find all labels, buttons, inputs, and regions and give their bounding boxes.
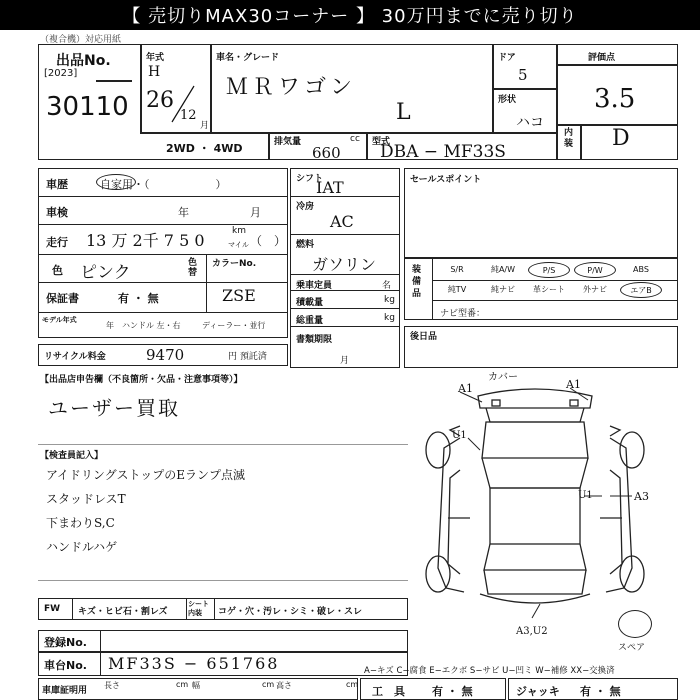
garage-cm-2: cm [346, 680, 359, 689]
drive-options: 2WD ・ 4WD [166, 142, 243, 155]
diagram-mark-0: A1 [458, 382, 473, 395]
car-name: ＭＲワゴン [226, 75, 357, 100]
ac-label: 冷房 [296, 202, 315, 212]
interior-value: D [612, 126, 630, 151]
displacement-unit: cc [350, 134, 360, 144]
garage-height: 高さ [276, 681, 292, 690]
model-year-handle: ハンドル 左・右 [122, 321, 181, 330]
mileage-unit-mile: マイル [228, 241, 249, 249]
tools-label: 工 具 [372, 685, 405, 698]
car-diagram [420, 378, 650, 638]
year-value: 26 [146, 88, 174, 113]
diagram-top-mark: カバー [488, 372, 518, 383]
capacity-label-1: 積載量 [296, 298, 324, 308]
spare-label: スペア [618, 643, 646, 653]
garage-len: 長さ [104, 681, 120, 690]
diagram-mark-2: U1 [452, 430, 467, 441]
jack-label: ジャッキ [516, 685, 560, 698]
color-change-label: 色替 [188, 258, 198, 278]
year-month-label: 月 [200, 121, 210, 131]
warranty-label: 保証書 [46, 292, 79, 305]
shape-value: ハコ [516, 115, 544, 131]
legend-label: FW [44, 604, 61, 614]
mileage-unit-km: km [232, 226, 246, 236]
year-era: H [148, 64, 161, 80]
diagram-mark-5: A3,U2 [516, 626, 548, 637]
history-label: 車歴 [46, 178, 68, 191]
garage-cm-1: cm [262, 680, 275, 689]
model-label: 型式 [372, 137, 391, 147]
declaration-value: ユーザー買取 [48, 396, 180, 420]
color-code: ZSE [222, 286, 256, 305]
shift-value: IAT [316, 178, 344, 197]
capacity-unit-1: kg [384, 295, 395, 305]
history-options: 自家用・（ ） [100, 178, 227, 191]
legend-seat-items: コゲ・穴・汚レ・シミ・破レ・スレ [218, 607, 363, 617]
inspector-label: 【検査員記入】 [40, 451, 104, 461]
later-date-label: 後日品 [410, 332, 438, 342]
color-value: ピンク [80, 263, 131, 283]
spare-tire-icon [618, 610, 652, 638]
equipment-item: 純TV [447, 285, 467, 294]
equipment-item: 革シート [533, 285, 565, 294]
mileage-value: 13 万 2千 7 5 0 [86, 231, 205, 250]
recycle-value: 9470 [146, 346, 185, 364]
ac-value: AC [330, 212, 354, 231]
reg-no-label: 登録No. [44, 636, 87, 649]
inspection-month: 月 [250, 206, 261, 219]
score-value: 3.5 [594, 84, 636, 114]
model-year-label: モデル年式 [42, 316, 77, 324]
sales-point-label: セールスポイント [410, 175, 482, 185]
displacement-label: 排気量 [274, 137, 302, 147]
diagram-mark-1: A1 [566, 378, 581, 391]
diagram-mark-3: U1 [578, 490, 593, 501]
legend-items: キズ・ヒビ石・割レズ [78, 607, 168, 617]
car-grade: L [396, 100, 411, 125]
model-value: DBA − MF33S [380, 142, 506, 162]
later-date-box [404, 326, 678, 368]
registration-month: 月 [340, 356, 350, 366]
capacity-label-2: 総重量 [296, 316, 324, 326]
door-value: 5 [518, 66, 528, 84]
diagram-mark-4: A3 [634, 490, 649, 503]
color-label: 色 [52, 264, 63, 277]
slash-mark [168, 84, 198, 124]
equipment-navi: ナビ型番： [440, 309, 486, 319]
door-label: ドア [498, 53, 516, 63]
banner: 【 売切りMAX30コーナー 】 30万円までに売り切り [0, 0, 700, 30]
capacity-label-0: 乗車定員 [296, 281, 333, 291]
tools-options: 有 ・ 無 [432, 685, 473, 698]
car-label: 車名・グレード [216, 53, 280, 63]
equipment-item: ABS [633, 265, 649, 274]
jack-options: 有 ・ 無 [580, 685, 621, 698]
garage-width: 幅 [192, 681, 200, 690]
capacity-unit-0: 名 [382, 281, 392, 291]
equipment-item: P/W [574, 262, 616, 278]
equipment-item: P/S [528, 262, 570, 278]
chassis-value: MF33S − 651768 [108, 654, 280, 673]
inspector-note-3: ハンドルハゲ [46, 540, 118, 554]
year-month: 12 [180, 108, 197, 123]
displacement-value: 660 [312, 144, 341, 162]
warranty-options: 有 ・ 無 [118, 292, 159, 305]
lot-label: 出品No. [56, 53, 111, 69]
color-code-label: カラーNo. [212, 259, 257, 269]
recycle-label: リサイクル料金 [44, 352, 106, 362]
recycle-unit: 円 預託済 [228, 352, 267, 362]
score-label: 評価点 [588, 53, 616, 63]
fuel-label: 燃料 [296, 240, 315, 250]
inspection-year: 年 [178, 206, 189, 219]
capacity-unit-2: kg [384, 313, 395, 323]
inspector-note-0: アイドリングストップのEランプ点滅 [46, 468, 245, 482]
lot-number: 30110 [46, 92, 129, 122]
mileage-label: 走行 [46, 236, 68, 249]
equipment-item: 純A/W [490, 265, 516, 274]
inspector-note-2: 下まわりS,C [46, 516, 115, 530]
interior-label: 内装 [564, 128, 574, 149]
mileage-bracket: （ ） [250, 234, 287, 248]
year-label: 年式 [146, 53, 165, 63]
model-year-dealer: ディーラー・並行 [202, 321, 266, 330]
chassis-label: 車台No. [44, 659, 87, 672]
equipment-label: 装備品 [412, 265, 422, 299]
legend-codes: A−キズ C−腐食 E−エクボ S−サビ U−凹ミ W−補修 XX−交換済 [364, 666, 615, 676]
garage-cm-0: cm [176, 680, 189, 689]
lot-stamp: [2023] [44, 68, 78, 79]
registration-label: 書類期限 [296, 335, 333, 345]
shift-label: シフト [296, 174, 324, 184]
equipment-item: S/R [450, 265, 464, 274]
garage-label: 車庫証明用 [42, 686, 88, 696]
equipment-item: エアB [620, 282, 662, 298]
reg-no-row [38, 630, 408, 652]
inspector-note-1: スタッドレスT [46, 492, 126, 506]
history-selected-circle [96, 174, 136, 190]
declaration-label: 【出品店申告欄（不良箇所・欠品・注意事項等）】 [40, 375, 243, 385]
equipment-item: 純ナビ [491, 285, 515, 294]
shape-label: 形状 [498, 95, 517, 105]
top-note: （複合機）対応用紙 [40, 35, 122, 45]
legend-seat: シート内装 [188, 600, 209, 617]
fuel-value: ガソリン [312, 255, 377, 274]
model-year-year: 年 [106, 321, 114, 330]
inspection-label: 車検 [46, 206, 68, 219]
equipment-item: 外ナビ [583, 285, 607, 294]
